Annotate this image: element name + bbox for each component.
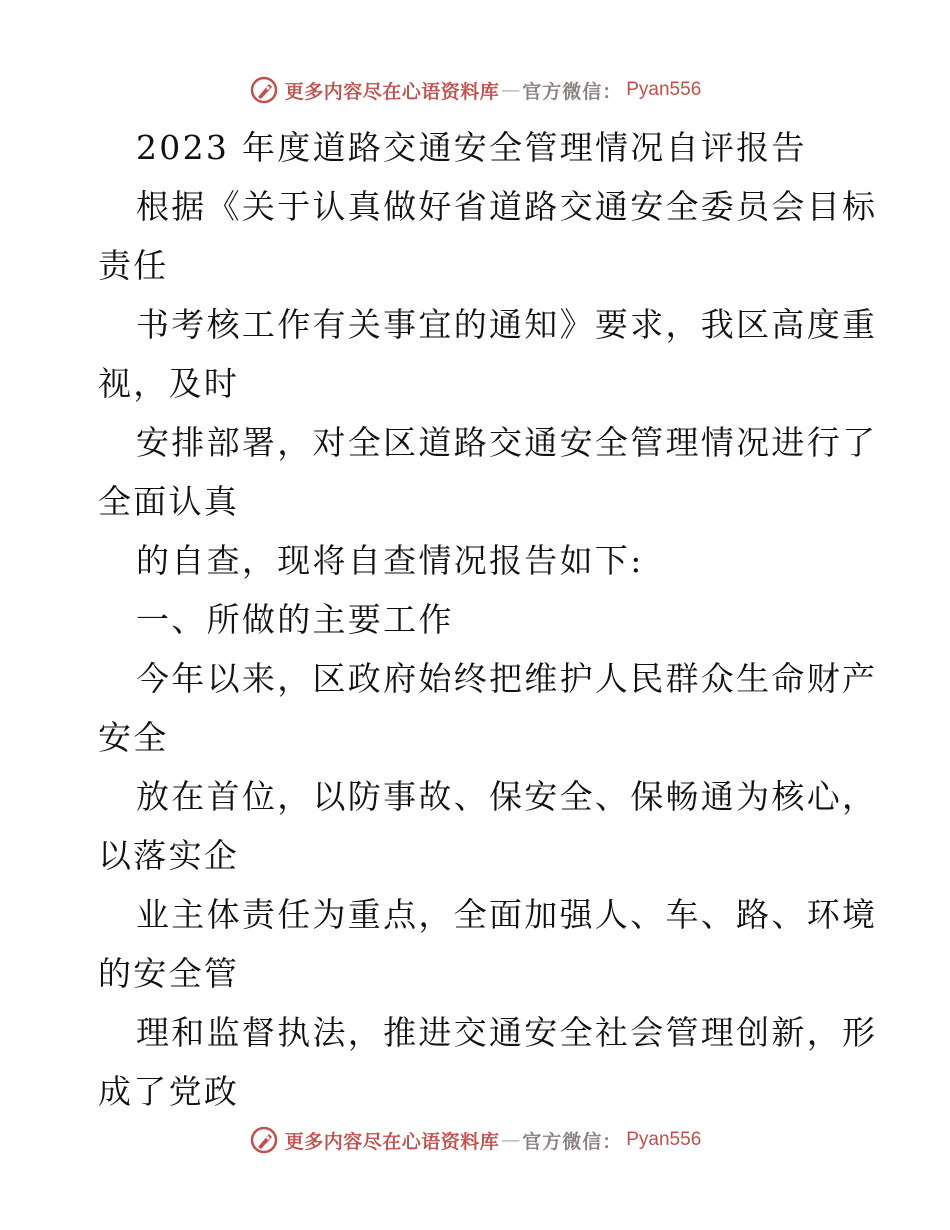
- text-line: 放在首位，以防事故、保安全、保畅通为核心，: [136, 777, 878, 816]
- document-body: [98, 118, 878, 1121]
- text-line: 成了党政: [98, 1072, 240, 1111]
- watermark-dash: —: [501, 1129, 521, 1151]
- section-heading: 一、所做的主要工作: [136, 600, 454, 639]
- text-line: 根据《关于认真做好省道路交通安全委员会目标: [136, 187, 878, 226]
- text-line: 的自查，现将自查情况报告如下:: [136, 541, 644, 580]
- header-watermark: [0, 72, 950, 108]
- watermark-sub-text: 官方微信：: [522, 80, 623, 103]
- text-line: 的安全管: [98, 954, 240, 993]
- text-line: 视，及时: [98, 364, 240, 403]
- document-title: 2023 年度道路交通安全管理情况自评报告: [136, 128, 807, 167]
- text-line: 以落实企: [98, 836, 240, 875]
- watermark-wechat-id: Pyan556: [626, 79, 702, 100]
- text-line: 今年以来，区政府始终把维护人民群众生命财产: [136, 659, 878, 698]
- footer-watermark: [0, 1122, 950, 1158]
- text-line: 责任: [98, 246, 169, 285]
- text-line: 理和监督执法，推进交通安全社会管理创新，形: [136, 1013, 878, 1052]
- text-line: 书考核工作有关事宜的通知》要求，我区高度重: [136, 305, 878, 344]
- watermark-wechat-id: Pyan556: [626, 1129, 702, 1150]
- watermark-sub-text: 官方微信：: [522, 1130, 623, 1153]
- text-line: 安全: [98, 718, 169, 757]
- text-line: 安排部署，对全区道路交通安全管理情况进行了: [136, 423, 878, 462]
- text-line: 全面认真: [98, 482, 240, 521]
- text-line: 业主体责任为重点，全面加强人、车、路、环境: [136, 895, 878, 934]
- pen-nib-logo-icon: [249, 75, 279, 105]
- watermark-main-text: 更多内容尽在心语资料库: [284, 80, 500, 103]
- watermark-dash: —: [501, 79, 521, 101]
- watermark-main-text: 更多内容尽在心语资料库: [284, 1130, 500, 1153]
- pen-nib-logo-icon: [249, 1125, 279, 1155]
